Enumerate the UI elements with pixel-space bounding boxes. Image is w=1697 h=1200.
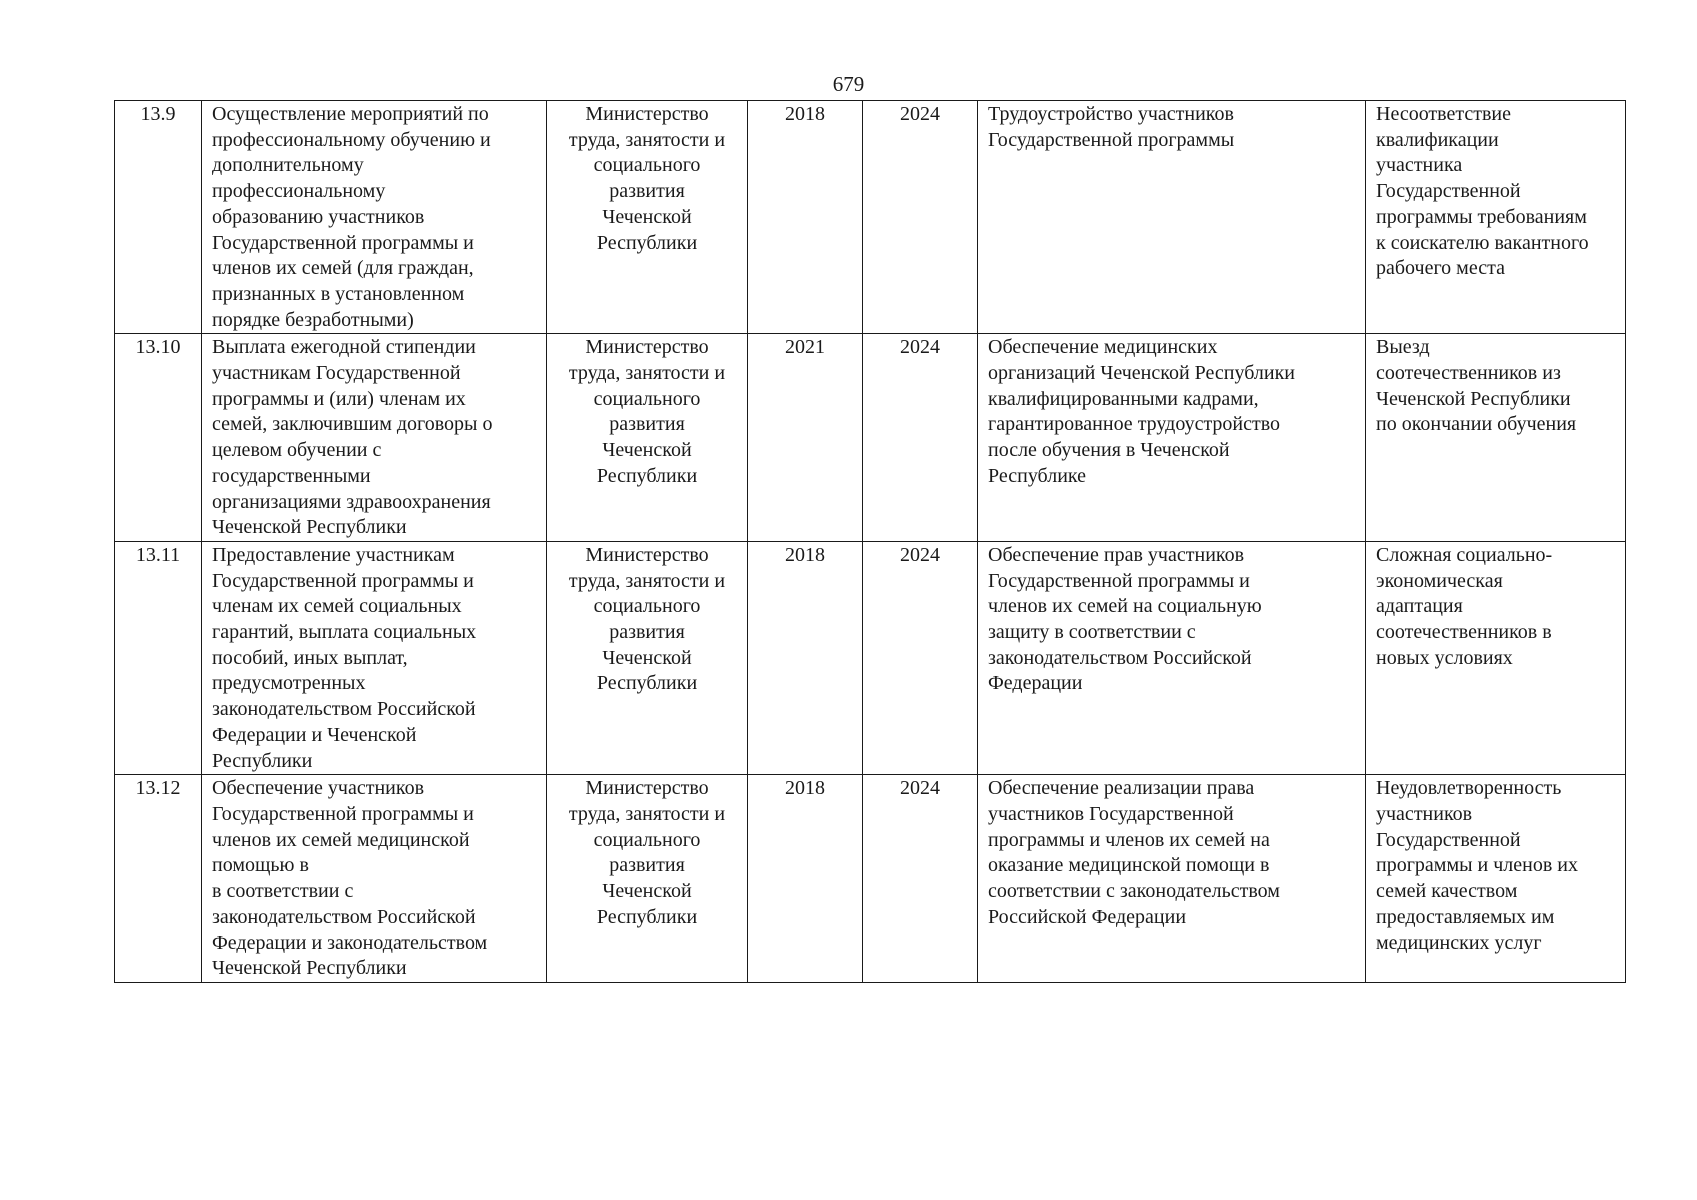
end-year: 2024 <box>863 541 978 774</box>
measures-table <box>114 100 1626 983</box>
expected-result: Обеспечение реализации права участников Государственной программы и членов их семей на оказание медицинской помощи в соответствии с законодательством Российской Федерации <box>978 775 1366 983</box>
end-year: 2024 <box>863 101 978 334</box>
table-row <box>115 775 1626 983</box>
row-number: 13.10 <box>115 334 202 542</box>
start-year: 2021 <box>748 334 863 542</box>
executor: Министерство труда, занятости и социального развития Чеченской Республики <box>547 541 748 774</box>
start-year: 2018 <box>748 775 863 983</box>
start-year: 2018 <box>748 101 863 334</box>
measure-name: Обеспечение участников Государственной программы и членов их семей медицинской помощью в в соответствии с законодательством Российской Федерации и законодательством Чеченской Республики <box>202 775 547 983</box>
executor: Министерство труда, занятости и социального развития Чеченской Республики <box>547 101 748 334</box>
start-year: 2018 <box>748 541 863 774</box>
executor: Министерство труда, занятости и социального развития Чеченской Республики <box>547 775 748 983</box>
table-row <box>115 541 1626 774</box>
measure-name: Осуществление мероприятий по профессиональному обучению и дополнительному профессиональному образованию участников Государственной программы и членов их семей (для граждан, признанных в установленном порядке безработными) <box>202 101 547 334</box>
risk: Сложная социально- экономическая адаптация соотечественников в новых условиях <box>1366 541 1626 774</box>
measure-name: Выплата ежегодной стипендии участникам Государственной программы и (или) членам их семей, заключившим договоры о целевом обучении с государственными организациями здравоохранения Чеченской Республики <box>202 334 547 542</box>
table-row <box>115 334 1626 542</box>
row-number: 13.9 <box>115 101 202 334</box>
risk: Несоответствие квалификации участника Государственной программы требованиям к соискателю вакантного рабочего места <box>1366 101 1626 334</box>
expected-result: Обеспечение медицинских организаций Чеченской Республики квалифицированными кадрами, гарантированное трудоустройство после обучения в Чеченской Республике <box>978 334 1366 542</box>
row-number: 13.12 <box>115 775 202 983</box>
end-year: 2024 <box>863 775 978 983</box>
risk: Выезд соотечественников из Чеченской Республики по окончании обучения <box>1366 334 1626 542</box>
end-year: 2024 <box>863 334 978 542</box>
table-row <box>115 101 1626 334</box>
row-number: 13.11 <box>115 541 202 774</box>
executor: Министерство труда, занятости и социального развития Чеченской Республики <box>547 334 748 542</box>
risk: Неудовлетворенность участников Государственной программы и членов их семей качеством предоставляемых им медицинских услуг <box>1366 775 1626 983</box>
expected-result: Обеспечение прав участников Государственной программы и членов их семей на социальную защиту в соответствии с законодательством Российской Федерации <box>978 541 1366 774</box>
expected-result: Трудоустройство участников Государственной программы <box>978 101 1366 334</box>
measure-name: Предоставление участникам Государственной программы и членам их семей социальных гарантий, выплата социальных пособий, иных выплат, предусмотренных законодательством Российской Федерации и Чеченской Республики <box>202 541 547 774</box>
page-number: 679 <box>832 72 865 96</box>
